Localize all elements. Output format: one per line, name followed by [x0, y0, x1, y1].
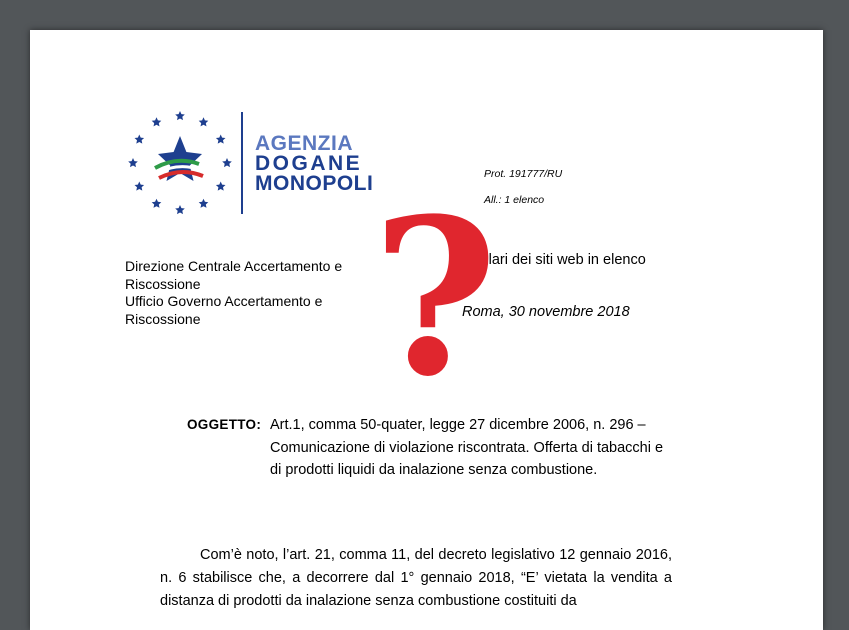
document-page: [30, 30, 823, 630]
star-4: [222, 158, 232, 167]
star-1: [175, 111, 185, 120]
agency-emblem-icon: [125, 110, 235, 220]
sender-office: Ufficio Governo Accertamento e Riscossione: [125, 293, 323, 327]
star-11: [135, 135, 145, 144]
sender-direction: Direzione Centrale Accertamento e Riscossione: [125, 258, 343, 292]
logo-text-monopoli: MONOPOLI: [255, 172, 374, 195]
sender-block: [125, 258, 375, 328]
star-10: [128, 158, 138, 167]
subject-label: OGGETTO:: [187, 417, 262, 432]
logo-text-dogane: DOGANE: [255, 152, 363, 175]
subject-text: Art.1, comma 50-quater, legge 27 dicembre 2006, n. 296 – Comunicazione di violazione riscontrata. Offerta di tabacchi e di prodotti liquidi da inalazione senza combustione.: [270, 417, 664, 478]
swoosh-red: [159, 172, 203, 178]
body-paragraph: Com’è noto, l’art. 21, comma 11, del decreto legislativo 12 gennaio 2016, n. 6 stabilisce che, a decorrere dal 1° gennaio 2018, “E’ vietata la vendita a distanza di prodotti da inalazione senza combustione costituiti da: [160, 547, 672, 609]
place-date: Roma, 30 novembre 2018: [462, 304, 630, 320]
star-8: [152, 199, 162, 208]
protocol-number: Prot. 191777/RU: [484, 168, 563, 180]
attachments-note: All.: 1 elenco: [484, 194, 545, 206]
star-5: [216, 182, 226, 191]
star-9: [135, 182, 145, 191]
star-12: [152, 117, 162, 126]
question-mark-overlay: ?: [372, 171, 498, 424]
star-3: [216, 135, 226, 144]
recipient-line: i titolari dei siti web in elenco: [462, 252, 646, 268]
logo-divider: [241, 112, 243, 214]
star-6: [199, 199, 209, 208]
star-2: [199, 117, 209, 126]
logo-text-agenzia: AGENZIA: [255, 132, 353, 155]
star-7: [175, 205, 185, 214]
